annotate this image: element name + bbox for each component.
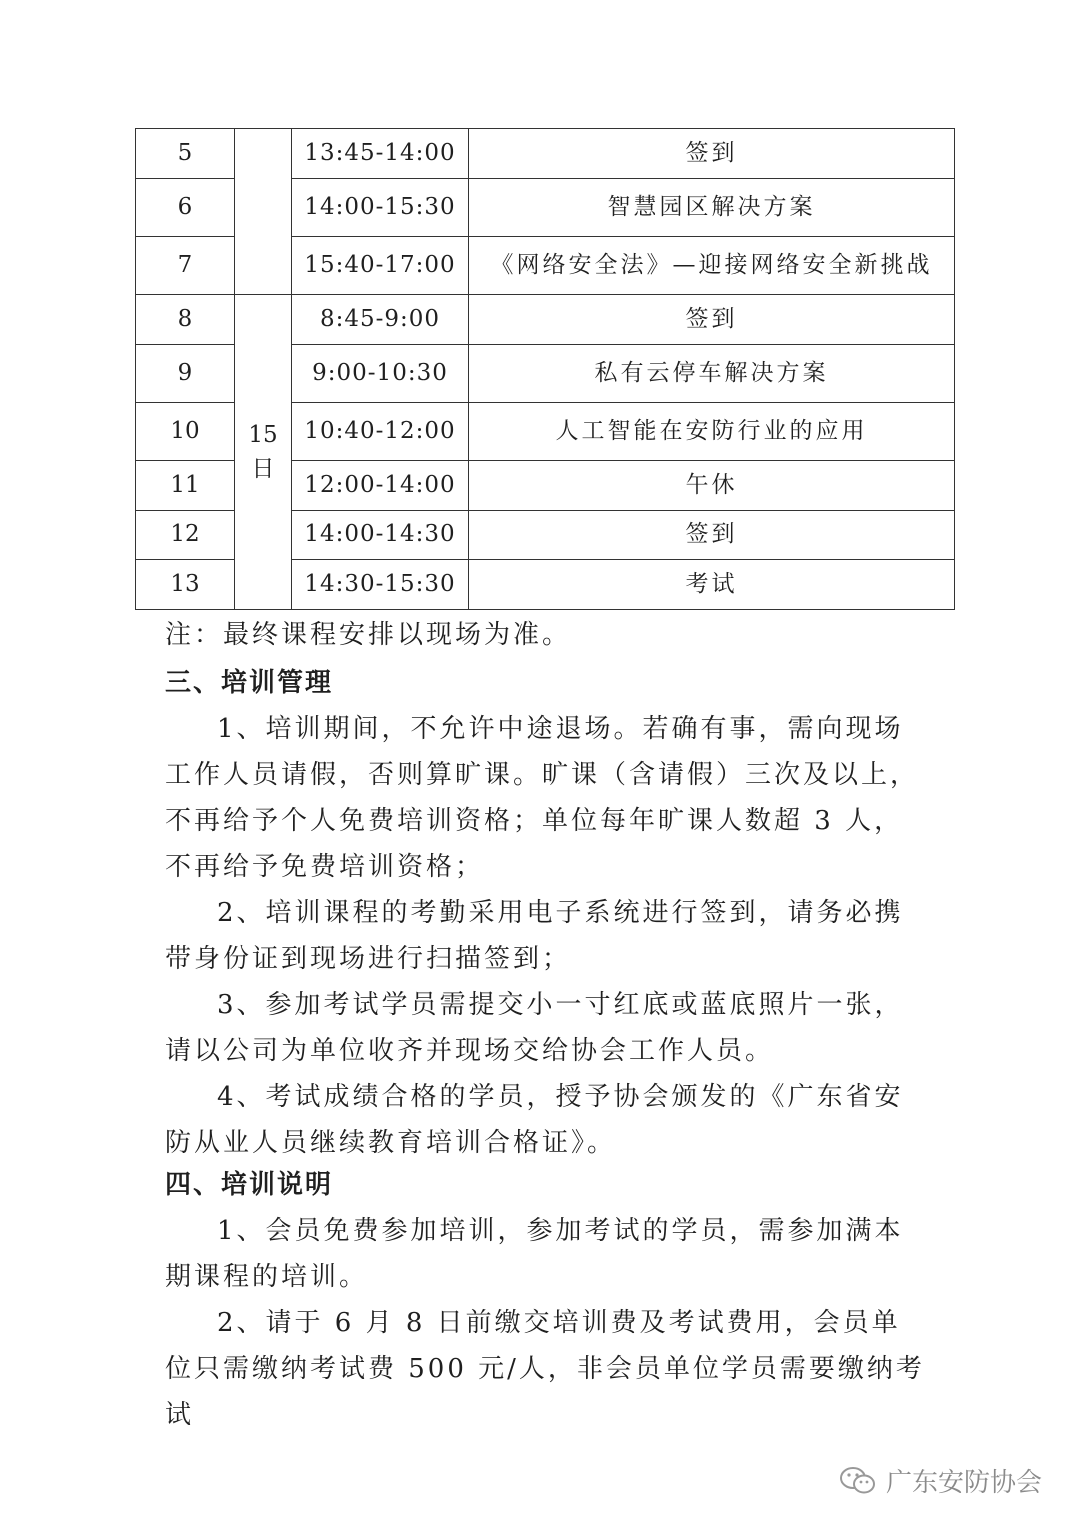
section-heading-training-management: 三、培训管理 [165,668,334,698]
watermark-text: 广东安防协会 [885,1468,1042,1498]
row-index: 13 [136,560,235,610]
time-cell: 9:00-10:30 [292,345,469,403]
day-char: 日 [251,456,275,482]
topic-cell: 《网络安全法》—迎接网络安全新挑战 [469,237,955,295]
time-cell: 13:45-14:00 [292,129,469,179]
topic-cell: 午休 [469,461,955,511]
topic-cell: 人工智能在安防行业的应用 [469,403,955,461]
day-cell-14 [235,129,292,295]
section-heading-training-notes: 四、培训说明 [165,1170,334,1200]
time-cell: 12:00-14:00 [292,461,469,511]
row-index: 10 [136,403,235,461]
time-cell: 8:45-9:00 [292,295,469,345]
row-index: 5 [136,129,235,179]
topic-cell: 签到 [469,129,955,179]
time-cell: 14:30-15:30 [292,560,469,610]
row-index: 12 [136,511,235,560]
time-cell: 14:00-14:30 [292,511,469,560]
paragraph: 4、考试成绩合格的学员，授予协会颁发的《广东省安防从业人员继续教育培训合格证》。 [165,1082,904,1158]
paragraph: 1、培训期间，不允许中途退场。若确有事，需向现场工作人员请假，否则算旷课。旷课（含请假）三次及以上，不再给予个人免费培训资格；单位每年旷课人数超 3 人，不再给予免费培训资格； [165,714,920,882]
time-cell: 15:40-17:00 [292,237,469,295]
topic-cell: 签到 [469,511,955,560]
paragraph: 2、请于 6 月 8 日前缴交培训费及考试费用，会员单位只需缴纳考试费 500 元/人，非会员单位学员需要缴纳考试 [165,1308,925,1430]
day-number: 15 [248,421,278,448]
row-index: 6 [136,179,235,237]
time-cell: 14:00-15:30 [292,179,469,237]
row-index: 7 [136,237,235,295]
paragraph: 1、会员免费参加培训，参加考试的学员，需参加满本期课程的培训。 [165,1216,904,1292]
table-row [136,129,955,179]
topic-cell: 签到 [469,295,955,345]
row-index: 9 [136,345,235,403]
topic-cell: 私有云停车解决方案 [469,345,955,403]
paragraph: 3、参加考试学员需提交小一寸红底或蓝底照片一张，请以公司为单位收齐并现场交给协会工作人员。 [165,990,904,1066]
watermark [838,1462,1042,1499]
schedule-table [135,128,955,610]
wechat-icon [838,1465,878,1497]
topic-cell: 智慧园区解决方案 [469,179,955,237]
paragraph: 2、培训课程的考勤采用电子系统进行签到，请务必携带身份证到现场进行扫描签到； [165,898,904,974]
day-cell-15 [235,295,292,610]
row-index: 8 [136,295,235,345]
topic-cell: 考试 [469,560,955,610]
time-cell: 10:40-12:00 [292,403,469,461]
table-row [136,295,955,345]
schedule-note: 注：最终课程安排以现场为准。 [165,620,572,650]
row-index: 11 [136,461,235,511]
